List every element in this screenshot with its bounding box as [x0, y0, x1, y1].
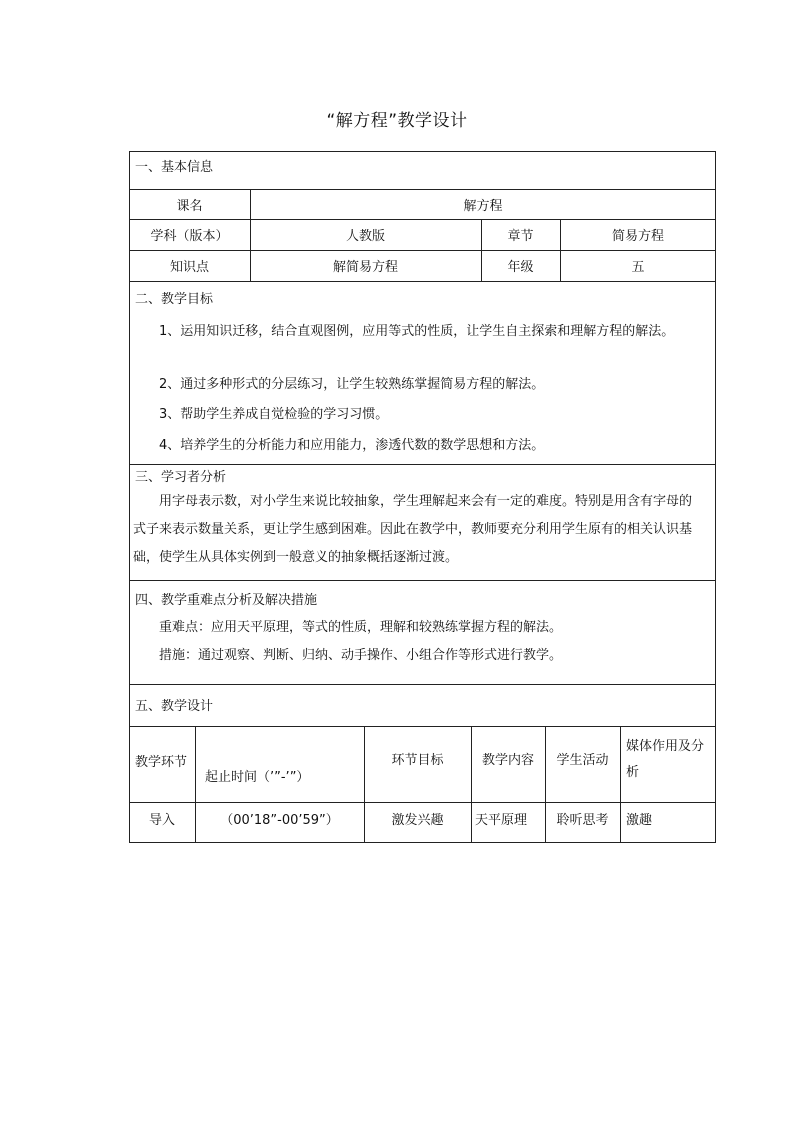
table-cell: 天平原理: [475, 812, 528, 828]
column-header: 教学环节: [135, 755, 188, 770]
section-basic-info-heading: 一、基本信息: [135, 160, 214, 175]
goal-item: 4、培养学生的分析能力和应用能力，渗透代数的数学思想和方法。: [159, 438, 545, 453]
table-cell: 聆听思考: [556, 812, 609, 828]
column-header: 媒体作用及分析: [626, 739, 705, 780]
learner-analysis-text: 用字母表示数，对小学生来说比较抽象，学生理解起来会有一定的难度。特别是用含有字母的式子来表示数量关系，更让学生感到困难。因此在教学中，教师要充分利用学生原有的相关认识基础，使学生从具体实例到一般意义的抽象概括逐渐过渡。: [133, 494, 693, 565]
divider: [129, 684, 716, 685]
section-learner-heading: 三、学习者分析: [135, 470, 227, 485]
table-cell: （00’18”-00’59”）: [220, 812, 339, 828]
knowledge-label: 知识点: [169, 260, 209, 275]
divider: [620, 726, 621, 843]
goal-item: 2、通过多种形式的分层练习，让学生较熟练掌握简易方程的解法。: [159, 377, 545, 392]
column-header: 环节目标: [391, 753, 444, 768]
lesson-plan-table: [129, 151, 716, 843]
divider: [129, 281, 716, 282]
section-design-heading: 五、教学设计: [135, 699, 214, 714]
column-header: 教学内容: [481, 753, 534, 768]
table-cell: 导入: [148, 812, 175, 828]
knowledge-value: 解简易方程: [332, 260, 398, 275]
table-cell: 激趣: [626, 812, 653, 828]
divider: [129, 580, 716, 581]
subject-value: 人教版: [345, 229, 385, 244]
table-cell: 激发兴趣: [391, 812, 444, 828]
goal-item: 1、运用知识迁移，结合直观图例，应用等式的性质，让学生自主探索和理解方程的解法。: [159, 324, 675, 339]
document-title: “解方程”教学设计: [326, 111, 468, 131]
chapter-label: 章节: [507, 229, 534, 244]
course-value: 解方程: [463, 198, 503, 214]
section-goals-heading: 二、教学目标: [135, 292, 214, 307]
section-key-points-heading: 四、教学重难点分析及解决措施: [135, 593, 318, 608]
measures-text: 措施：通过观察、判断、归纳、动手操作、小组合作等形式进行教学。: [159, 648, 563, 663]
chapter-value: 简易方程: [611, 229, 664, 244]
goal-item: 3、帮助学生养成自觉检验的学习习惯。: [159, 407, 389, 422]
subject-label: 学科（版本）: [150, 229, 229, 244]
key-points-text: 重难点：应用天平原理，等式的性质，理解和较熟练掌握方程的解法。: [159, 620, 563, 635]
grade-value: 五: [631, 260, 645, 275]
column-header: 起止时间（’”-’”）: [205, 770, 310, 785]
grade-label: 年级: [507, 260, 534, 275]
column-header: 学生活动: [556, 753, 609, 768]
course-label: 课名: [176, 198, 203, 214]
